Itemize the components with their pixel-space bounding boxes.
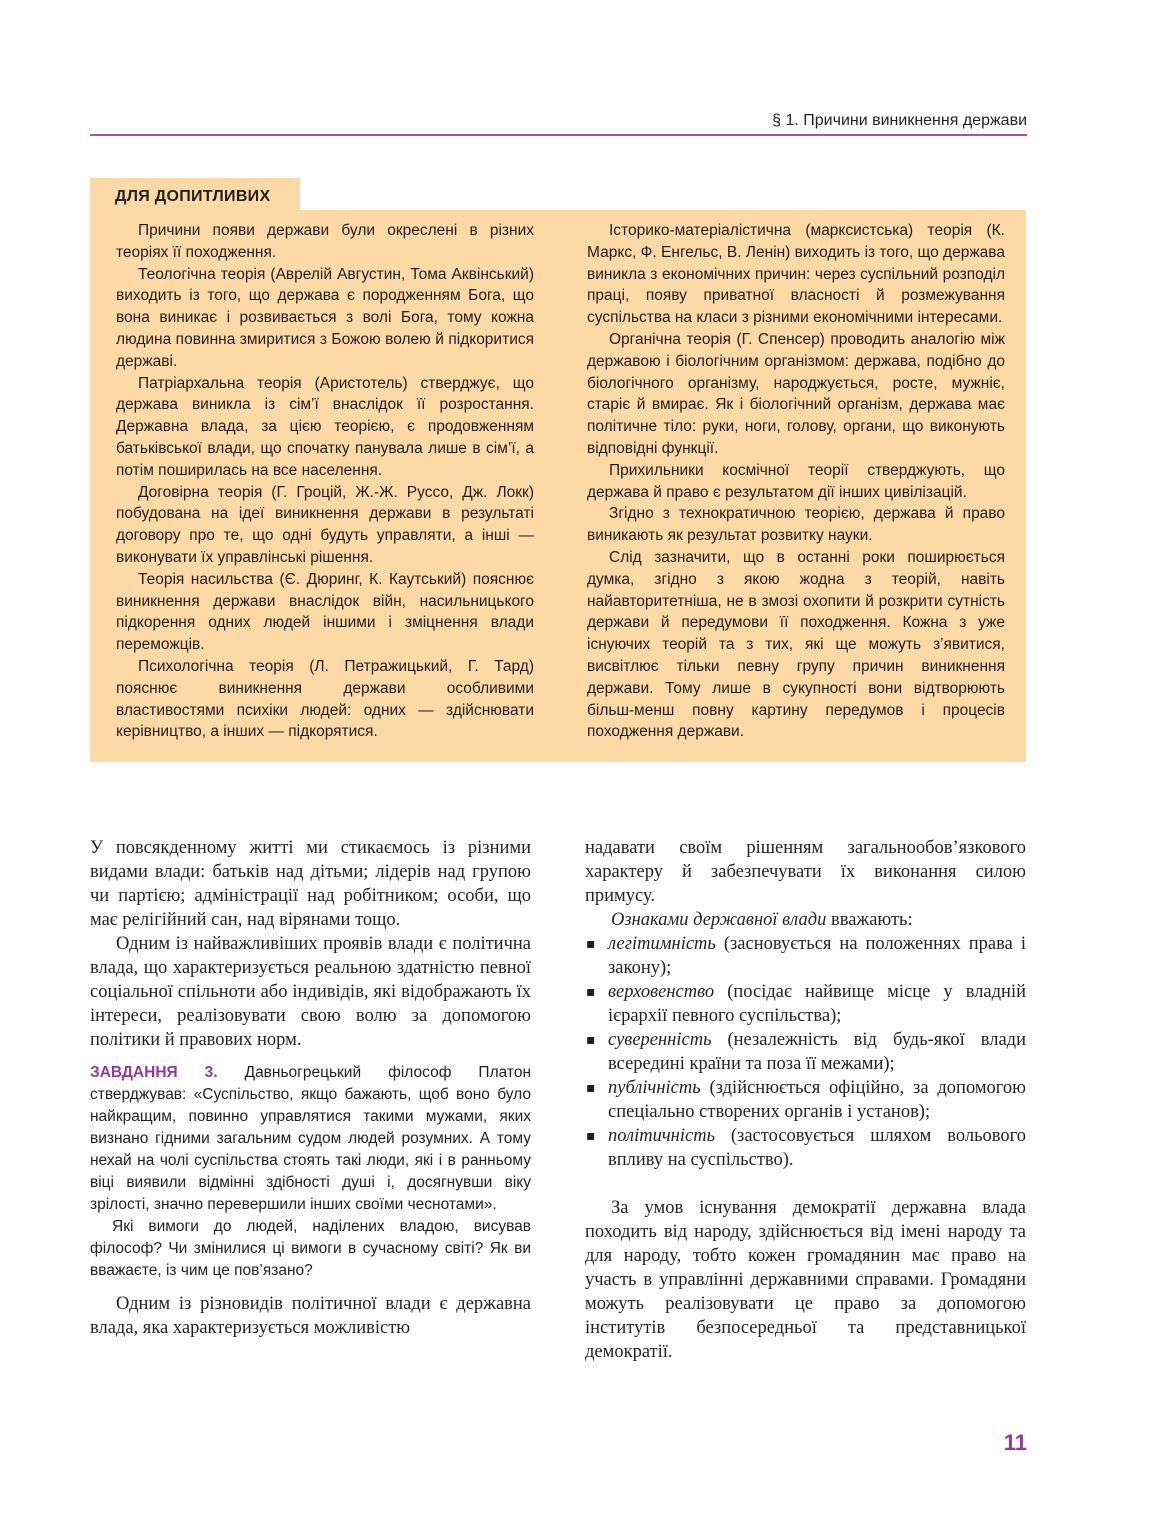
feature-term: публічність bbox=[608, 1078, 701, 1098]
box-paragraph: Причини появи держави були окреслені в різних теоріях її походження. bbox=[116, 222, 534, 261]
box-paragraph: Психологічна теорія (Л. Петражицький, Г. Тард) пояснює виникнення держави особливими властивостями психіки людей: одних — здійснювати керівництво, а інших — підкорятися. bbox=[116, 657, 534, 741]
box-paragraph: Договірна теорія (Г. Гроцій, Ж.-Ж. Руссо, Дж. Локк) побудована на ідеї виникнення держави в результаті договору про те, що одні будуть управляти, а інші — виконувати їх управлінські рішення. bbox=[116, 483, 534, 566]
box-paragraph: Прихильники космічної теорії стверджують, що держава й право є результатом дії інших цивілізацій. bbox=[587, 461, 1005, 501]
box-paragraph: Патріархальна теорія (Аристотель) стверджує, що держава виникла із сім’ї внаслідок її розростання. Державна влада, за цією теорією, є продовженням батьківської влади, що спочатку панувала лише в сім’ї, а потім поширилась на все населення. bbox=[116, 374, 534, 479]
main-left-column bbox=[90, 836, 531, 1340]
box-paragraph: Згідно з технократичною теорією, держава й право виникають як результат розвитку науки. bbox=[587, 505, 1005, 545]
features-intro bbox=[585, 908, 1026, 932]
feature-text: (застосовується шляхом вольового впливу на суспільство). bbox=[608, 1126, 1026, 1170]
main-right-column bbox=[585, 836, 1026, 1364]
feature-text: (здійснюється офіційно, за допомогою спеціально створених органів і установ); bbox=[608, 1078, 1026, 1122]
list-item bbox=[585, 1076, 1026, 1124]
list-item bbox=[585, 932, 1026, 980]
box-paragraph: Слід зазначити, що в останні роки поширюється думка, згідно з якою жодна з теорій, навіть найавторитетніша, не в змозі охопити й розкрити сутність держави й передумови її походження. Кожна з уже існуючих теорій та з тих, які ще можуть з’явитися, висвітлює тільки певну групу причин виникнення держави. Тому лише в сукупності вони відтворюють більш-менш повну картину передумов і процесів походження держави. bbox=[587, 548, 1005, 741]
square-bullet-icon: ▪ bbox=[586, 1080, 596, 1096]
feature-term: верховенство bbox=[608, 982, 715, 1002]
feature-term: політичність bbox=[608, 1126, 715, 1146]
features-list bbox=[585, 932, 1026, 1172]
sidebar-box-title: ДЛЯ ДОПИТЛИВИХ bbox=[90, 178, 300, 214]
features-intro-rest: вважають: bbox=[826, 910, 913, 930]
feature-text: (посідає найвище місце у владній ієрархії певного суспільства); bbox=[608, 982, 1026, 1026]
body-paragraph: надавати своїм рішенням загальнообов’язкового характеру й забезпечувати їх виконання силою примусу. bbox=[585, 838, 1026, 906]
box-paragraph: Теорія насильства (Є. Дюринг, К. Каутський) пояснює виникнення держави внаслідок війн, насильницького підкорення одних людей іншими і зміцнення влади переможців. bbox=[116, 570, 534, 654]
running-header: § 1. Причини виникнення держави bbox=[90, 110, 1027, 136]
task-block bbox=[90, 1062, 531, 1282]
features-intro-term: Ознаками державної влади bbox=[611, 910, 827, 930]
list-item bbox=[585, 1028, 1026, 1076]
list-item bbox=[585, 980, 1026, 1028]
feature-text: (незалежність від будь-якої влади всередині країни та поза її межами); bbox=[608, 1030, 1026, 1074]
body-paragraph: За умов існування демократії державна влада походить від народу, здійснюється від імені народу та для народу, тобто кожен громадянин має право на участь в управлінні державними справами. Громадяни можуть реалізовувати це право за допомогою інститутів безпосередньої та представницької демократії. bbox=[585, 1198, 1026, 1362]
body-paragraph: Одним із найважливіших проявів влади є політична влада, що характеризується реальною здатністю певної соціальної спільноти або індивідів, які відображають їх інтереси, реалізовувати свою волю за допомогою політики й правових норм. bbox=[90, 934, 531, 1050]
box-paragraph: Історико-матеріалістична (марксистська) теорія (К. Маркс, Ф. Енгельс, В. Ленін) виходить із того, що держава виникла з економічних причин: через суспільний розподіл праці, появу приватної власності й розмежування суспільства на класи з різними економічними інтересами. bbox=[587, 222, 1005, 327]
task-label: ЗАВДАННЯ 3. bbox=[90, 1064, 218, 1081]
square-bullet-icon: ▪ bbox=[586, 1128, 596, 1144]
list-item bbox=[585, 1124, 1026, 1172]
body-paragraph: Одним із різновидів політичної влади є державна влада, яка характеризується можливістю bbox=[90, 1294, 531, 1338]
body-paragraph: У повсякденному житті ми стикаємось із різними видами влади: батьків над дітьми; лідерів над групою чи партією; адміністрації над робітником; особи, що має релігійний сан, над вірянами тощо. bbox=[90, 838, 531, 930]
feature-text: (засновується на положеннях права і закону); bbox=[608, 934, 1026, 978]
feature-term: суверенність bbox=[608, 1030, 712, 1050]
box-paragraph: Теологічна теорія (Аврелій Августин, Тома Аквінський) виходить із того, що держава є породженням Бога, що вона виникає і розвивається з волі Бога, тому кожна людина повинна змиритися з Божою волею й підкоритися державі. bbox=[116, 265, 534, 370]
box-paragraph: Органічна теорія (Г. Спенсер) проводить аналогію між державою і біологічним організмом: держава, подібно до біологічного організму, народжується, росте, мужніє, старіє й вмирає. Як і біологічний організм, держава має політичне тіло: руки, ноги, голову, органи, що виконують відповідні функції. bbox=[587, 330, 1005, 457]
page-number: 11 bbox=[1003, 1430, 1027, 1455]
square-bullet-icon: ▪ bbox=[586, 984, 596, 1000]
task-text: Давньогрецький філософ Платон стверджував: «Суспільство, якщо бажають, щоб воно було найкращим, повинно управлятися такими мужами, яких визнано гідними загальним судом людей розумних. А тому нехай на чолі суспільства стоять такі люди, які і в ранньому віці виявили відмінні здібності душі і, досягнувши віку зрілості, значно перевершили інших своїми чеснотами». bbox=[90, 1064, 532, 1213]
task-question: Які вимоги до людей, наділених владою, висував філософ? Чи змінилися ці вимоги в сучасному світі? Як ви вважаєте, із чим це пов’язано? bbox=[90, 1218, 531, 1279]
feature-term: легітимність bbox=[608, 934, 716, 954]
square-bullet-icon: ▪ bbox=[586, 1032, 596, 1048]
square-bullet-icon: ▪ bbox=[586, 936, 596, 952]
sidebar-box-right-column bbox=[587, 220, 1005, 743]
sidebar-box-left-column bbox=[116, 220, 534, 743]
